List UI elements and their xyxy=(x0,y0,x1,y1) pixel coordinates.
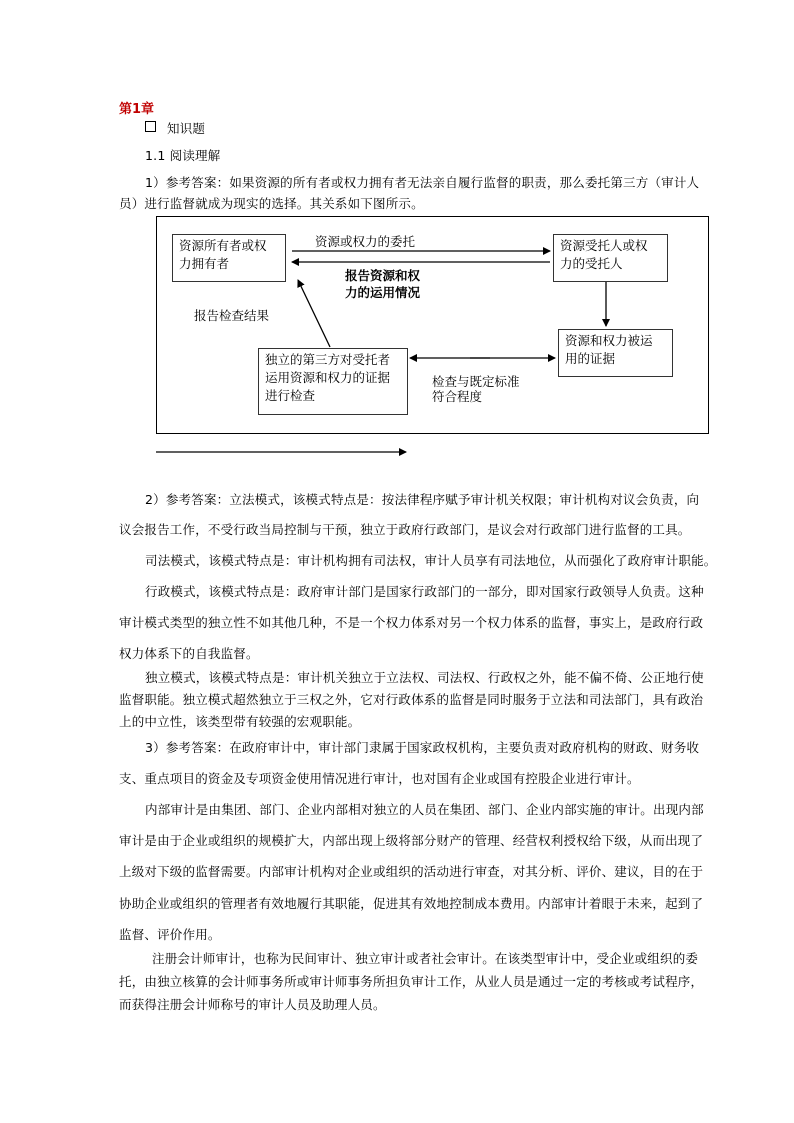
evidence-box-line1: 资源和权力被运 xyxy=(565,333,653,348)
cpa-line1: 注册会计师审计，也称为民间审计、独立审计或者社会审计。在该类型审计中，受企业或组织的委 xyxy=(152,951,699,966)
report-usage-label-line2: 力的运用情况 xyxy=(345,285,421,300)
third-party-box-line1: 独立的第三方对受托者 xyxy=(265,352,391,367)
judicial-mode: 司法模式，该模式特点是：审计机构拥有司法权，审计人员享有司法地位，从而强化了政府审计职能。 xyxy=(145,553,717,568)
admin-line1: 行政模式，该模式特点是：政府审计部门是国家行政部门的一部分，即对国家行政领导人负责。这种 xyxy=(145,584,704,599)
chapter-title: 第1章 xyxy=(119,102,155,117)
indep-line3: 上的中立性，该类型带有较强的宏观职能。 xyxy=(119,714,361,729)
check-label-line2: 符合程度 xyxy=(432,389,483,404)
internal-line5: 监督、评价作用。 xyxy=(119,927,221,942)
indep-line1: 独立模式，该模式特点是：审计机关独立于立法权、司法权、行政权之外，能不偏不倚、公正地行使 xyxy=(145,670,704,685)
internal-line4: 协助企业或组织的管理者有效地履行其职能，促进其有效地控制成本费用。内部审计着眼于未来，起到了 xyxy=(119,896,704,911)
answer1-line1: 1）参考答案：如果资源的所有者或权力拥有者无法亲自履行监督的职责，那么委托第三方（审计人 xyxy=(145,175,700,190)
entrust-label: 资源或权力的委托 xyxy=(315,234,416,249)
section-heading: 知识题 xyxy=(167,121,206,136)
answer3-line1: 3）参考答案：在政府审计中，审计部门隶属于国家政权机构，主要负责对政府机构的财政、财务收 xyxy=(145,740,700,755)
answer2-line2: 议会报告工作，不受行政当局控制与干预，独立于政府行政部门，是议会对行政部门进行监督的工具。 xyxy=(119,522,691,537)
third-party-box-line2: 运用资源和权力的证据 xyxy=(265,370,391,385)
admin-line3: 权力体系下的自我监督。 xyxy=(119,646,259,661)
report-usage-label-line1: 报告资源和权 xyxy=(345,268,421,283)
answer3-line2: 支、重点项目的资金及专项资金使用情况进行审计，也对国有企业或国有控股企业进行审计。 xyxy=(119,771,640,786)
report-result-arrow xyxy=(298,280,330,347)
indep-line2: 监督职能。独立模式超然独立于三权之外，它对行政体系的监督是同时服务于立法和司法部门，具有政治 xyxy=(119,692,704,707)
internal-line3: 上级对下级的监督需要。内部审计机构对企业或组织的活动进行审查，对其分析、评价、建议，目的在于 xyxy=(119,864,704,879)
third-party-box-line3: 进行检查 xyxy=(265,388,316,403)
owner-box-line2: 力拥有者 xyxy=(179,256,230,271)
answer2-line1: 2）参考答案：立法模式，该模式特点是：按法律程序赋予审计机关权限；审计机构对议会负责，向 xyxy=(145,492,700,507)
admin-line2: 审计模式类型的独立性不如其他几种，不是一个权力体系对另一个权力体系的监督，事实上，是政府行政 xyxy=(119,615,704,630)
check-label-line1: 检查与既定标准 xyxy=(432,374,520,389)
subsection-heading: 1.1 阅读理解 xyxy=(145,148,221,163)
answer1-line2: 员）进行监督就成为现实的选择。其关系如下图所示。 xyxy=(119,196,424,211)
evidence-box-line2: 用的证据 xyxy=(565,351,616,366)
owner-box-line1: 资源所有者或权 xyxy=(179,238,267,253)
internal-line1: 内部审计是由集团、部门、企业内部相对独立的人员在集团、部门、企业内部实施的审计。出现内部 xyxy=(145,802,704,817)
trustee-box-line1: 资源受托人或权 xyxy=(560,238,648,253)
trustee-box-line2: 力的受托人 xyxy=(560,256,623,271)
cpa-line3: 而获得注册会计师称号的审计人员及助理人员。 xyxy=(119,997,386,1012)
cpa-line2: 托，由独立核算的会计师事务所或审计师事务所担负审计工作，从业人员是通过一定的考核或考试程序， xyxy=(119,974,704,989)
internal-line2: 审计是由于企业或组织的规模扩大，内部出现上级将部分财产的管理、经营权利授权给下级，从而出现了 xyxy=(119,833,704,848)
report-result-label: 报告检查结果 xyxy=(194,308,270,323)
